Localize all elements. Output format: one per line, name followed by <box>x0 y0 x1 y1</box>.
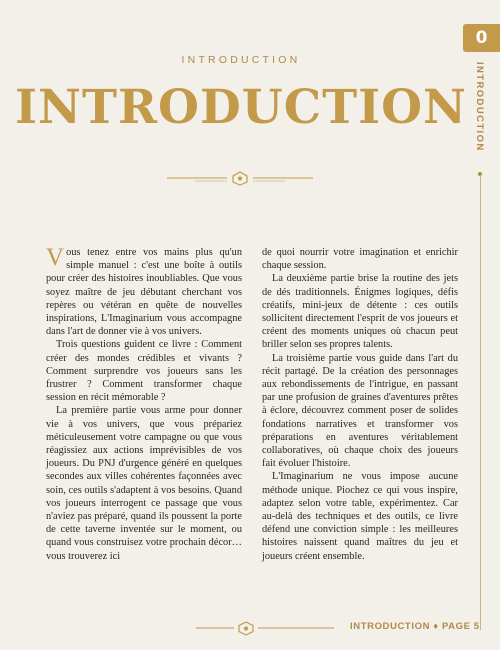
side-rule <box>480 175 481 630</box>
text-column-right <box>262 246 458 563</box>
paragraph-2: Trois questions guident ce livre : Comment créer des mondes crédibles et vivants ? Comment surprendre vos joueurs sans les frustrer ? Comment transformer chaque session en récit mémorable ? <box>46 339 242 404</box>
paragraph-4: de quoi nourrir votre imagination et enrichir chaque session. <box>262 247 458 272</box>
paragraph-6: La troisième partie vous guide dans l'art du récit partagé. De la création des personnages aux rebondissements de l'intrigue, en passant par une profusion de graines d'aventures prêtes à éclore, découvrez comment poser de solides fondations narratives et transformer vos préparations en aventures véritablement collaboratives, où chaque choix des joueurs fait évoluer l'histoire. <box>262 352 458 470</box>
text-column-left <box>46 246 242 563</box>
page-title: INTRODUCTION <box>15 80 467 135</box>
page-footer: INTRODUCTION ♦ PAGE 5 <box>350 621 480 632</box>
chapter-side-label: INTRODUCTION <box>474 62 485 152</box>
paragraph-5: La deuxième partie brise la routine des jets de dés traditionnels. Énigmes logiques, défis créatifs, mini-jeux de détente : ces outils sollicitent directement l'esprit de vos joueurs et créent des moments uniques où chacun peut briller selon ses propres talents. <box>262 273 458 351</box>
paragraph-1 <box>46 246 242 338</box>
title-ornament <box>165 170 315 186</box>
paragraph-1-text: ous tenez entre vos mains plus qu'un simple manuel : c'est une boîte à outils pour créer des histoires inoubliables. Que vous soyez maître de jeu débutant cherchant vos repères ou vétéran en quête de nouvelles inspirations, L'Imaginarium vous accompagne dans l'art de donner vie à vos univers. <box>46 247 242 338</box>
section-heading: INTRODUCTION <box>181 54 301 66</box>
footer-ornament <box>156 620 336 636</box>
paragraph-3: La première partie vous arme pour donner vie à vos univers, que vous prépariez méticuleusement votre campagne ou que vous réagissiez aux actions imprévisibles de vos joueurs. Du PNJ d'urgence généré en quelques secondes aux villes cohérentes façonnées avec soin, ces outils s'adaptent à vos besoins. Quand vos joueurs interrogent ce passage que vous n'aviez pas préparé, quand ils poussent la porte de cette taverne inventée sur le moment, ou quand vous construisez votre prochain décor… vous trouverez ici <box>46 405 242 562</box>
drop-cap: V <box>46 244 65 271</box>
chapter-number-tab: 0 <box>463 24 500 52</box>
paragraph-7: L'Imaginarium ne vous impose aucune méthode unique. Piochez ce qui vous inspire, adaptez selon votre table, expérimentez. Car au-delà des techniques et des outils, ce livre défend une conviction simple : les meilleures histoires naissent quand maîtres du jeu et joueurs créent ensemble. <box>262 471 458 562</box>
